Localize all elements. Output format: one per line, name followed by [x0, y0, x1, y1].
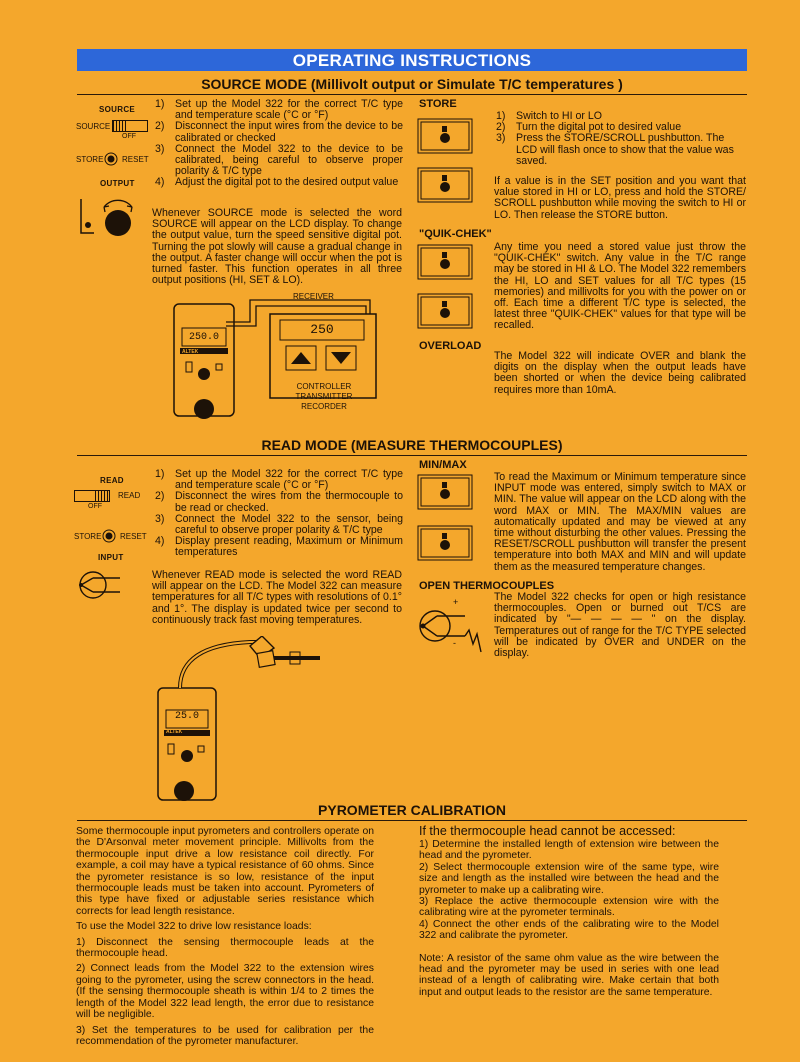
source-device-reading: 250.0 — [188, 332, 219, 343]
store-paragraph: If a value is in the SET position and you want that value stored in HI or LO, press and hold the STORE/ SCROLL pushbutton while moving the switch to HI or LO. Then release the STORE button. — [494, 175, 746, 221]
read-step-4: 4) Display present reading, Maximum or Minimum temperatures — [155, 535, 403, 559]
read-step-1: 1) Set up the Model 322 for the correct T/C type and temperature scale (°C or °F) — [155, 468, 403, 492]
pyrometer-left-column — [76, 826, 374, 1051]
quik-chek-heading: "QUIK-CHEK" — [419, 228, 492, 240]
pyro-right-step-4: 4) Connect the other ends of the calibrating wire to the Model 322 and calibrate the pyrometer. — [419, 918, 719, 942]
minmax-illustration-2 — [417, 525, 473, 561]
source-title-rule — [77, 94, 747, 95]
source-mode-title: SOURCE MODE (Millivolt output or Simulate T/C temperatures ) — [201, 76, 623, 92]
read-paragraph: Whenever READ mode is selected the word READ will appear on the LCD. The Model 322 can measure temperatures for all T/C types with resolutions of 0.1° and 1°. The display is updated twice per second to continuously track fast moving temperatures. — [152, 569, 402, 626]
source-switch-label: SOURCE — [76, 122, 111, 131]
pyro-step-2: 2) Connect leads from the Model 322 to the extension wires going to the pyrometer, using the screw connectors in the head. (If the sensing thermocouple sheath is within 1/4 to 2 times the length of the Model 322 lead length, the error due to resistance will be negligible. — [76, 963, 374, 1021]
input-label: INPUT — [98, 553, 124, 562]
pyro-intro: Some thermocouple input pyrometers and controllers operate on the D'Arsonval meter movement principle. Millivolts from the thermocouple input drive a low resistance coil directly. For example, a coil may have a typical resistance of 60 ohms. Since the pyrometer resistance is so low, resistance of the input thermocouple leads must be taken into account. Pyrometers of this type have fixed or adjustable series resistance which corrects for lead length resistance. — [76, 826, 374, 917]
source-device-brand: ALTEK — [182, 349, 199, 355]
receiver-caption: CONTROLLER TRANSMITTER RECORDER — [295, 382, 353, 411]
read-title-rule — [77, 455, 747, 456]
quik-chek-paragraph: Any time you need a stored value just throw the "QUIK-CHEK" switch. Any value in the T/C range may be stored in HI & LO. The Model 322 remembers the HI, LO and SET values for all T/C types (15 memories) and millivolts for you with the power on or off. Each time a different T/C type is selected, the latest three "QUIK-CHEK" values for that type will be recalled. — [494, 241, 746, 332]
pyro-right-step-3: 3) Replace the active thermocouple extension wire with the calibrating wire at the pyrometer terminals. — [419, 896, 719, 919]
store-switch-illustration-2 — [417, 167, 473, 203]
pyro-usage: To use the Model 322 to drive low resistance loads: — [76, 921, 312, 933]
overload-heading: OVERLOAD — [419, 340, 482, 352]
quik-chek-illustration — [417, 244, 473, 280]
read-panel-diagram — [72, 470, 152, 610]
minmax-heading: MIN/MAX — [419, 459, 467, 471]
store-switch-illustration — [417, 118, 473, 154]
read-store-reset-button-icon — [102, 529, 116, 543]
read-step-3: 3) Connect the Model 322 to the sensor, being careful to observe proper polarity & T/C type — [155, 512, 403, 537]
read-store-label: STORE — [74, 532, 102, 541]
pyro-right-step-2: 2) Select thermocouple extension wire of the same type, wire size and length as the installed wire between the head and the pyrometer to make up a calibrating wire. — [419, 861, 719, 896]
read-device-reading: 25.0 — [174, 711, 199, 722]
receiver-label: RECEIVER — [293, 292, 334, 301]
source-slide-switch — [112, 120, 148, 132]
read-slide-switch — [74, 490, 110, 502]
pyro-right-step-1: 1) Determine the installed length of extension wire between the head and the pyrometer. — [419, 839, 719, 862]
output-pot-knob-icon — [78, 195, 138, 241]
receiver-reading: 250 — [310, 322, 334, 337]
pyrometer-right-column — [419, 824, 719, 998]
read-mode-title: READ MODE (MEASURE THERMOCOUPLES) — [261, 437, 563, 453]
pyro-note: Note: A resistor of the same ohm value as the wire between the head and the pyrometer may be used in series with one lead instead of a length of calibrating wire. Make certain that both input and output leads to the resistor are the same temperature. — [419, 952, 719, 998]
read-device-brand: ALTEK — [166, 729, 183, 735]
store-reset-button-icon — [104, 152, 118, 166]
source-paragraph: Whenever SOURCE mode is selected the word SOURCE will appear on the LCD display. To change the output value, turn the speed sensitive digital pot. Turning the pot slowly will cause a gradual change in the output. A faster change will occur when the pot is turned faster. This function operates in all three output positions (HI, SET & LO). — [152, 207, 402, 287]
store-step-1: 1) Switch to HI or LO — [496, 110, 602, 122]
source-panel-label: SOURCE — [99, 105, 136, 114]
source-step-1: 1) Set up the Model 322 for the correct T/C type and temperature scale (°C or °F) — [155, 98, 403, 122]
source-step-4: 4) Adjust the digital pot to the desired output value — [155, 176, 399, 189]
store-heading: STORE — [419, 98, 457, 110]
page-banner: OPERATING INSTRUCTIONS — [77, 49, 747, 71]
store-steps-list — [496, 111, 746, 167]
read-panel-label: READ — [100, 476, 124, 485]
source-off-label: OFF — [122, 133, 136, 140]
open-thermocouples-paragraph: The Model 322 checks for open or high resistance thermocouples. Open or burned out T/CS are indicated by "— — — — " on the display. Temperatures out of range for the T/C TYPE selected will be indicated by OVER and UNDER on the display. — [494, 591, 746, 660]
source-steps-list — [155, 99, 403, 189]
source-step-2: 2) Disconnect the input wires from the device to be calibrated or checked — [155, 120, 403, 144]
store-step-3: 3) Press the STORE/SCROLL pushbutton. The LCD will flash once to show that the value was saved. — [496, 132, 734, 167]
minmax-illustration — [417, 474, 473, 510]
quik-chek-illustration-2 — [417, 293, 473, 329]
store-step-2: 2) Turn the digital pot to desired value — [496, 121, 682, 134]
open-thermocouple-icon — [415, 596, 490, 656]
pyrometer-title: PYROMETER CALIBRATION — [318, 802, 506, 818]
store-label: STORE — [76, 155, 104, 164]
pyro-step-1: 1) Disconnect the sensing thermocouple leads at the thermocouple head. — [76, 936, 374, 960]
output-label: OUTPUT — [100, 179, 135, 188]
overload-paragraph: The Model 322 will indicate OVER and blank the digits on the display when the output leads have been shorted or when the device being calibrated requires more than 10mA. — [494, 350, 746, 396]
svg-text:+: + — [453, 597, 459, 607]
source-panel-diagram — [72, 100, 152, 250]
read-steps-list — [155, 469, 403, 559]
source-step-3: 3) Connect the Model 322 to the device to be calibrated, being careful to observe proper polarity & T/C type — [155, 142, 403, 178]
pyrometer-title-rule — [77, 820, 747, 821]
open-thermocouples-heading: OPEN THERMOCOUPLES — [419, 580, 555, 592]
reset-label: RESET — [122, 155, 149, 164]
svg-text:-: - — [453, 638, 456, 648]
read-switch-label: READ — [118, 491, 141, 500]
minmax-paragraph: To read the Maximum or Minimum temperature since INPUT mode was entered, simply switch to MAX or MIN. The value will appear on the LCD along with the word MAX or MIN. The MAX/MIN values are automatically updated and may be viewed at any time without disturbing the other values. Pressing the RESET/SCROLL pushbutton will transfer the present temperature into both MAX and MIN and will update them as the measured temperature changes. — [494, 471, 746, 573]
read-step-2: 2) Disconnect the wires from the thermocouple to be read or checked. — [155, 490, 403, 514]
read-off-label: OFF — [88, 503, 102, 510]
pyro-right-heading: If the thermocouple head cannot be accessed: — [419, 824, 676, 838]
pyro-step-3: 3) Set the temperatures to be used for calibration per the recommendation of the pyrometer manufacturer. — [76, 1024, 374, 1047]
read-reset-label: RESET — [120, 532, 147, 541]
thermocouple-input-icon — [76, 568, 122, 602]
